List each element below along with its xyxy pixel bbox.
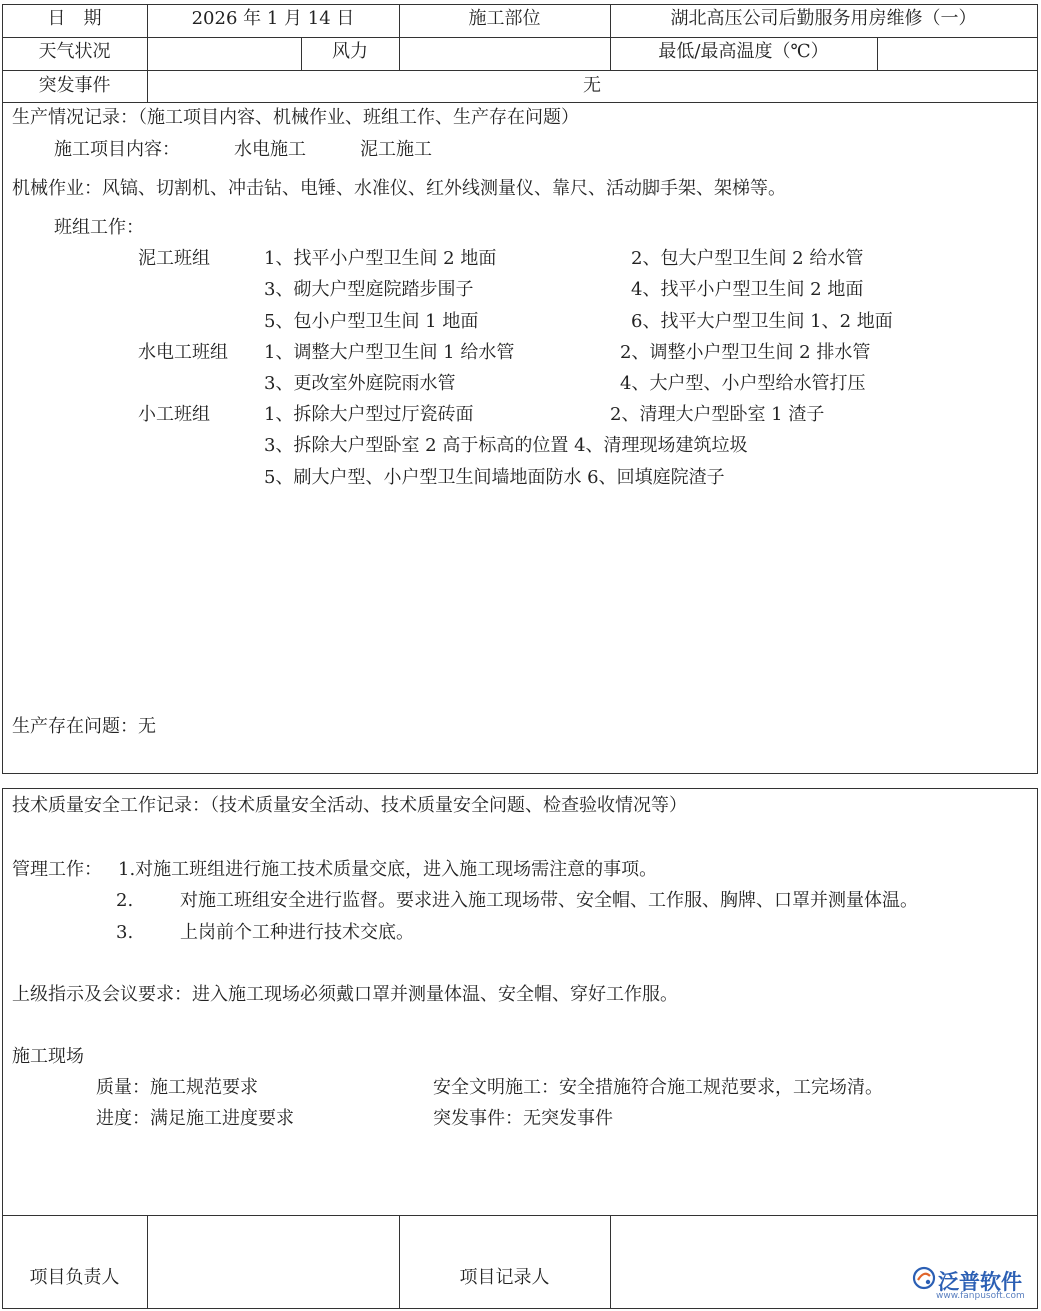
management-item: 1.对施工班组进行施工技术质量交底，进入施工现场需注意的事项。 <box>118 859 658 880</box>
team-name: 泥工班组 <box>138 248 210 269</box>
fanpu-logo-icon <box>912 1266 936 1290</box>
rule <box>1037 788 1038 1309</box>
team-task: 2、清理大户型卧室 1 渣子 <box>610 404 825 425</box>
management-label: 管理工作： <box>12 859 102 880</box>
rule <box>877 37 878 70</box>
logo-brand: 泛普软件 <box>938 1270 1022 1294</box>
project-item: 水电施工 <box>234 139 306 160</box>
superior-instructions: 上级指示及会议要求：进入施工现场必须戴口罩并测量体温、安全帽、穿好工作服。 <box>12 984 678 1005</box>
machinery-line: 机械作业：风镐、切割机、冲击钻、电锤、水准仪、红外线测量仪、靠尺、活动脚手架、架梯等。 <box>12 178 786 199</box>
site-label: 施工现场 <box>12 1046 84 1067</box>
site-label: 施工部位 <box>468 8 541 29</box>
project-leader-label: 项目负责人 <box>29 1267 120 1288</box>
rule <box>2 788 3 1309</box>
team-name: 小工班组 <box>138 404 210 425</box>
management-item-number: 3. <box>116 922 134 943</box>
quality-title: 技术质量安全工作记录：（技术质量安全活动、技术质量安全问题、检查验收情况等） <box>12 795 687 816</box>
rule <box>2 1215 1038 1216</box>
rule <box>2 773 1038 774</box>
site-value: 湖北高压公司后勤服务用房维修（一） <box>670 8 977 29</box>
rule <box>1037 4 1038 774</box>
team-task: 1、拆除大户型过厅瓷砖面 <box>264 404 474 425</box>
team-task: 4、找平小户型卫生间 2 地面 <box>631 279 864 300</box>
rule <box>2 70 1038 71</box>
site-incident: 突发事件：无突发事件 <box>433 1108 613 1129</box>
temperature-label: 最低/最高温度（℃） <box>658 41 829 62</box>
team-task: 1、找平小户型卫生间 2 地面 <box>264 248 497 269</box>
site-progress: 进度：满足施工进度要求 <box>96 1108 294 1129</box>
rule <box>2 788 1038 789</box>
production-problems: 生产存在问题：无 <box>12 716 156 737</box>
management-item: 上岗前个工种进行技术交底。 <box>180 922 414 943</box>
site-safety: 安全文明施工：安全措施符合施工规范要求，工完场清。 <box>433 1077 883 1098</box>
weather-label: 天气状况 <box>38 41 111 62</box>
rule <box>2 4 1038 5</box>
team-task: 1、调整大户型卫生间 1 给水管 <box>264 342 515 363</box>
team-task: 3、更改室外庭院雨水管 <box>264 373 456 394</box>
project-recorder-label: 项目记录人 <box>459 1267 550 1288</box>
date-value: 2026 年 1 月 14 日 <box>191 8 355 29</box>
team-name: 水电工班组 <box>138 342 228 363</box>
project-content-label: 施工项目内容： <box>54 139 180 160</box>
rule <box>610 1215 611 1309</box>
team-task: 3、砌大户型庭院踏步围子 <box>264 279 474 300</box>
date-label: 日 期 <box>47 8 102 29</box>
team-task: 5、包小户型卫生间 1 地面 <box>264 311 479 332</box>
rule <box>2 37 1038 38</box>
wind-label: 风力 <box>332 41 368 62</box>
team-task: 2、包大户型卫生间 2 给水管 <box>631 248 864 269</box>
rule <box>147 1215 148 1309</box>
team-task: 3、拆除大户型卧室 2 高于标高的位置 4、清理现场建筑垃圾 <box>264 435 748 456</box>
incident-value: 无 <box>583 75 601 96</box>
fanpu-logo <box>912 1262 1037 1302</box>
management-item-number: 2. <box>116 890 134 911</box>
team-work-label: 班组工作： <box>54 217 144 238</box>
team-task: 6、找平大户型卫生间 1、2 地面 <box>631 311 893 332</box>
rule <box>2 4 3 774</box>
management-item: 对施工班组安全进行监督。要求进入施工现场带、安全帽、工作服、胸牌、口罩并测量体温。 <box>180 890 918 911</box>
team-task: 4、大户型、小户型给水管打压 <box>620 373 866 394</box>
incident-label: 突发事件 <box>38 75 111 96</box>
production-title: 生产情况记录：（施工项目内容、机械作业、班组工作、生产存在问题） <box>12 107 579 128</box>
rule <box>2 1308 1038 1309</box>
logo-url: www.fanpusoft.com <box>936 1291 1025 1301</box>
team-task: 5、刷大户型、小户型卫生间墙地面防水 6、回填庭院渣子 <box>264 467 725 488</box>
project-item: 泥工施工 <box>360 139 432 160</box>
team-task: 2、调整小户型卫生间 2 排水管 <box>620 342 871 363</box>
rule <box>399 1215 400 1309</box>
site-quality: 质量：施工规范要求 <box>96 1077 258 1098</box>
rule <box>2 102 1038 103</box>
